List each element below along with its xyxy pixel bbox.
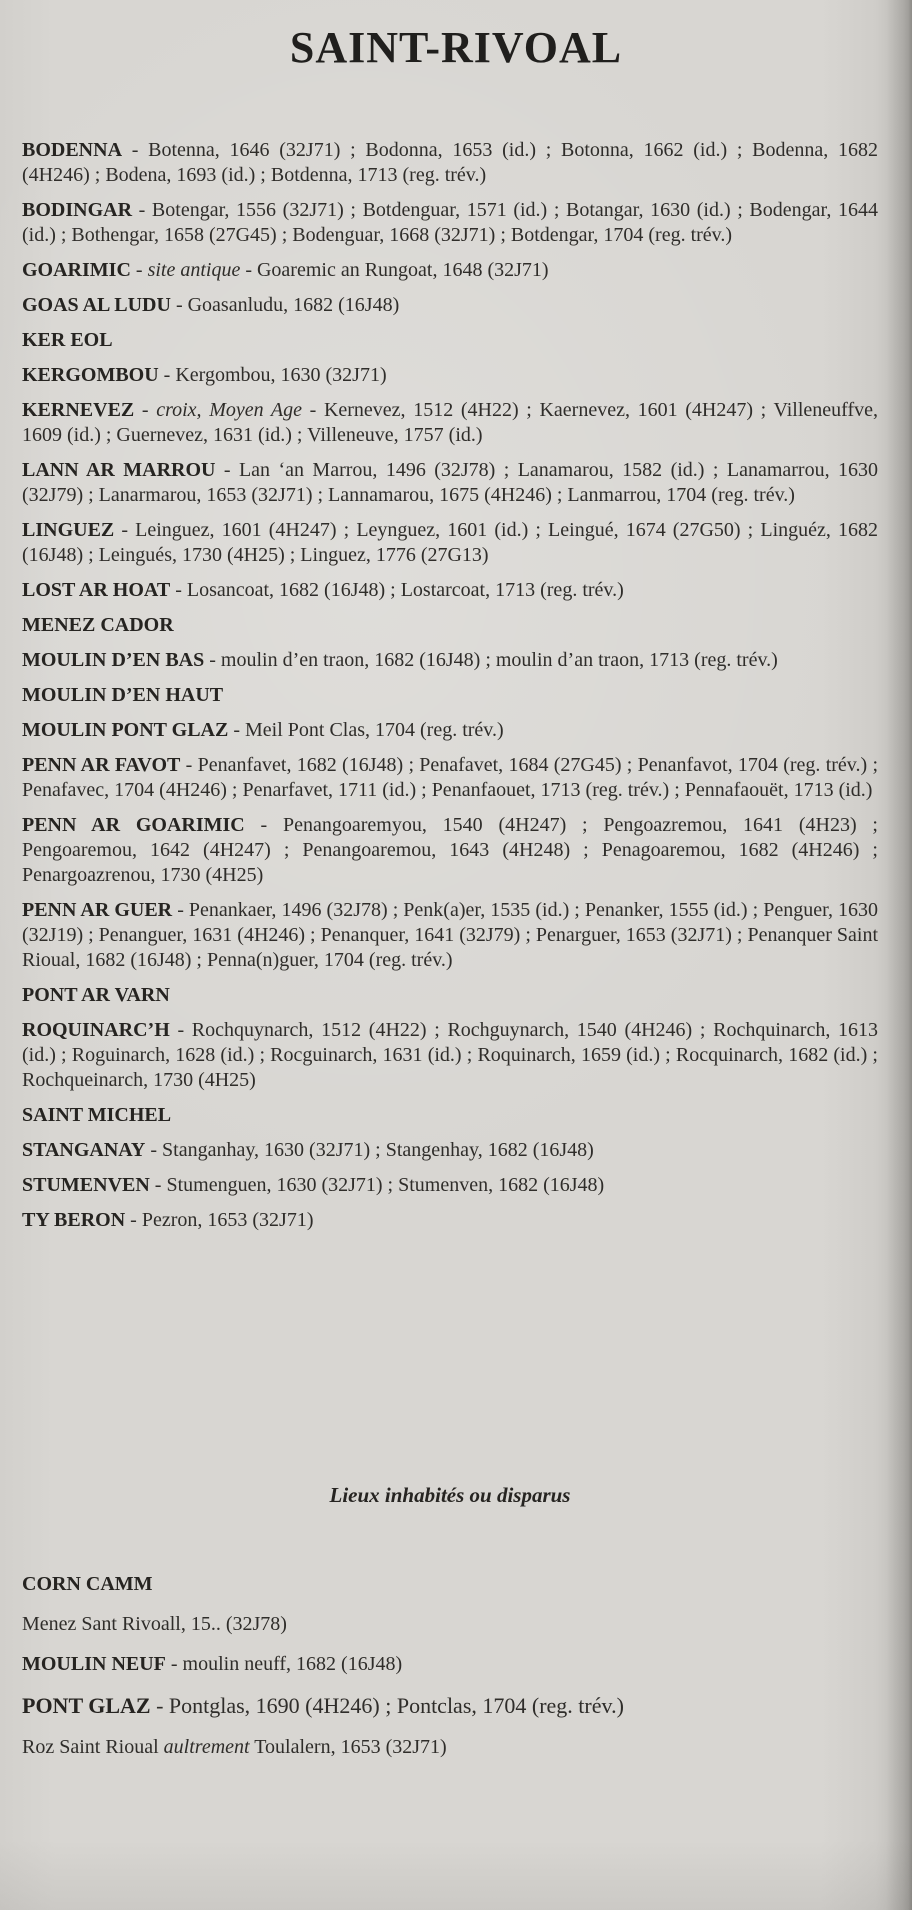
entry-headword: ROQUINARC’H bbox=[22, 1019, 170, 1041]
section-divider-heading: Lieux inhabités ou disparus bbox=[329, 1483, 571, 1507]
entry bbox=[22, 1208, 878, 1233]
entry bbox=[22, 398, 878, 448]
entry-body: - Penangoaremyou, 1540 (4H247) ; Pengoazremou, 1641 (4H23) ; Pengoaremou, 1642 (4H247) ; Penangoaremou, 1643 (4H248) ; Penagoaremou, 1682 (4H246) ; Penargoazrenou, 1730 (4H25) bbox=[22, 814, 878, 886]
entry-body: - Goaremic an Rungoat, 1648 (32J71) bbox=[240, 259, 549, 281]
entry-body: - bbox=[134, 399, 157, 421]
entry-headword: MOULIN PONT GLAZ bbox=[22, 719, 229, 741]
entry-headword: GOARIMIC bbox=[22, 259, 131, 281]
entry bbox=[22, 293, 878, 318]
entry-headword: PONT GLAZ bbox=[22, 1693, 151, 1718]
entry bbox=[22, 1018, 878, 1093]
page-content bbox=[22, 138, 878, 1775]
entry-headword: STUMENVEN bbox=[22, 1174, 150, 1196]
entry bbox=[22, 1103, 878, 1128]
entry bbox=[22, 578, 878, 603]
entry-body: - Botengar, 1556 (32J71) ; Botdenguar, 1571 (id.) ; Botangar, 1630 (id.) ; Bodengar, 1644 (id.) ; Bothengar, 1658 (27G45) ; Bodenguar, 1668 (32J71) ; Botdengar, 1704 (reg. trév.) bbox=[22, 199, 878, 246]
entry-body: - Goasanludu, 1682 (16J48) bbox=[170, 294, 400, 316]
entry-headword: KER EOL bbox=[22, 329, 113, 351]
entry-headword: BODINGAR bbox=[22, 199, 133, 221]
entry-body: - Meil Pont Clas, 1704 (reg. trév.) bbox=[228, 719, 504, 741]
scan-edge-shadow bbox=[886, 0, 912, 1910]
entry-body: - Rochquynarch, 1512 (4H22) ; Rochguynarch, 1540 (4H246) ; Rochquinarch, 1613 (id.) ; Roguinarch, 1628 (id.) ; Rocguinarch, 1631 (id.) ; Roquinarch, 1659 (id.) ; Rocquinarch, 1682 (id.) ; Rochqueinarch, 1730 (4H25) bbox=[22, 1019, 878, 1091]
entry-headword: PENN AR GOARIMIC bbox=[22, 814, 245, 836]
entry-headword: STANGANAY bbox=[22, 1139, 146, 1161]
entry-body: - Botenna, 1646 (32J71) ; Bodonna, 1653 (id.) ; Botonna, 1662 (id.) ; Bodenna, 1682 (4H246) ; Bodena, 1693 (id.) ; Botdenna, 1713 (reg. trév.) bbox=[22, 139, 878, 186]
entry bbox=[22, 458, 878, 508]
entry-body: - Losancoat, 1682 (16J48) ; Lostarcoat, 1713 (reg. trév.) bbox=[170, 579, 624, 601]
entry-body: - Kergombou, 1630 (32J71) bbox=[158, 364, 387, 386]
entry-headword: CORN CAMM bbox=[22, 1573, 153, 1595]
entry bbox=[22, 813, 878, 888]
entry-headword: KERGOMBOU bbox=[22, 364, 159, 386]
entry bbox=[22, 198, 878, 248]
entry-body: - Stumenguen, 1630 (32J71) ; Stumenven, 1682 (16J48) bbox=[149, 1174, 605, 1196]
entry-body: - Penankaer, 1496 (32J78) ; Penk(a)er, 1535 (id.) ; Penanker, 1555 (id.) ; Penguer, 1630 (32J19) ; Penanguer, 1631 (4H246) ; Penanquer, 1641 (32J79) ; Penarguer, 1653 (32J71) ; Penanquer Saint Rioual, 1682 (16J48) ; Penna(n)guer, 1704 (reg. trév.) bbox=[22, 899, 878, 971]
entry-headword: PENN AR GUER bbox=[22, 899, 173, 921]
page-title: SAINT-RIVOAL bbox=[289, 23, 623, 72]
entries-disparus-section bbox=[22, 1572, 878, 1760]
entry bbox=[22, 1173, 878, 1198]
entry bbox=[22, 1692, 878, 1720]
entry bbox=[22, 683, 878, 708]
entry-note: site antique bbox=[147, 259, 241, 281]
entry bbox=[22, 983, 878, 1008]
entry-body: - Lan ‘an Marrou, 1496 (32J78) ; Lanamarou, 1582 (id.) ; Lanamarrou, 1630 (32J79) ; Lanarmarou, 1653 (32J71) ; Lannamarou, 1675 (4H246) ; Lanmarrou, 1704 (reg. trév.) bbox=[22, 459, 878, 506]
entry-headword: MOULIN D’EN HAUT bbox=[22, 684, 224, 706]
entry-headword: MOULIN D’EN BAS bbox=[22, 649, 205, 671]
entry-headword: MENEZ CADOR bbox=[22, 614, 174, 636]
entry-note: aultrement bbox=[163, 1736, 250, 1758]
entry-note: croix, Moyen Age bbox=[156, 399, 302, 421]
entry-body: - Stanganhay, 1630 (32J71) ; Stangenhay, 1682 (16J48) bbox=[145, 1139, 594, 1161]
entry-body: - bbox=[130, 259, 148, 281]
entry bbox=[22, 1652, 878, 1677]
entry bbox=[22, 613, 878, 638]
entry bbox=[22, 1612, 878, 1637]
entry-body: Toulalern, 1653 (32J71) bbox=[249, 1736, 447, 1758]
entry-headword: BODENNA bbox=[22, 139, 123, 161]
entry bbox=[22, 258, 878, 283]
entry bbox=[22, 518, 878, 568]
entry-body: - Kernevez, 1512 (4H22) ; Kaernevez, 1601 (4H247) ; Villeneuffve, 1609 (id.) ; Guernevez, 1631 (id.) ; Villeneuve, 1757 (id.) bbox=[22, 399, 878, 446]
entry-headword: PONT AR VARN bbox=[22, 984, 170, 1006]
entry-body: - Pontglas, 1690 (4H246) ; Pontclas, 1704 (reg. trév.) bbox=[150, 1693, 624, 1718]
entry bbox=[22, 648, 878, 673]
entry-headword: MOULIN NEUF bbox=[22, 1653, 166, 1675]
entry bbox=[22, 363, 878, 388]
entry-headword: TY BERON bbox=[22, 1209, 126, 1231]
entry-body: - Penanfavet, 1682 (16J48) ; Penafavet, 1684 (27G45) ; Penanfavot, 1704 (reg. trév.) ; Penafavec, 1704 (4H246) ; Penarfavet, 1711 (id.) ; Penanfaouet, 1713 (reg. trév.) ; Pennafaouët, 1713 (id.) bbox=[22, 754, 879, 801]
entry bbox=[22, 138, 878, 188]
entry-body: - moulin d’en traon, 1682 (16J48) ; moulin d’an traon, 1713 (reg. trév.) bbox=[204, 649, 778, 671]
entry-headword: GOAS AL LUDU bbox=[22, 294, 171, 316]
entry-headword: PENN AR FAVOT bbox=[22, 754, 181, 776]
entry bbox=[22, 1572, 878, 1597]
entry bbox=[22, 753, 878, 803]
entry-headword: KERNEVEZ bbox=[22, 399, 135, 421]
entry-headword: LANN AR MARROU bbox=[22, 459, 216, 481]
entry-body: - Pezron, 1653 (32J71) bbox=[125, 1209, 314, 1231]
entry bbox=[22, 898, 878, 973]
entry-headword: LOST AR HOAT bbox=[22, 579, 171, 601]
entry bbox=[22, 328, 878, 353]
entry-headword: SAINT MICHEL bbox=[22, 1104, 172, 1126]
entry bbox=[22, 1138, 878, 1163]
entry bbox=[22, 718, 878, 743]
entry-body: - Leinguez, 1601 (4H247) ; Leynguez, 1601 (id.) ; Leingué, 1674 (27G50) ; Linguéz, 1682 (16J48) ; Leingués, 1730 (4H25) ; Linguez, 1776 (27G13) bbox=[22, 519, 878, 566]
entry-body: - moulin neuff, 1682 (16J48) bbox=[165, 1653, 403, 1675]
entry-body: Roz Saint Rioual bbox=[22, 1736, 164, 1758]
entry-body: Menez Sant Rivoall, 15.. (32J78) bbox=[22, 1613, 287, 1635]
entry-headword: LINGUEZ bbox=[22, 519, 115, 541]
entry bbox=[22, 1735, 878, 1760]
entries-main-section bbox=[22, 138, 878, 1233]
